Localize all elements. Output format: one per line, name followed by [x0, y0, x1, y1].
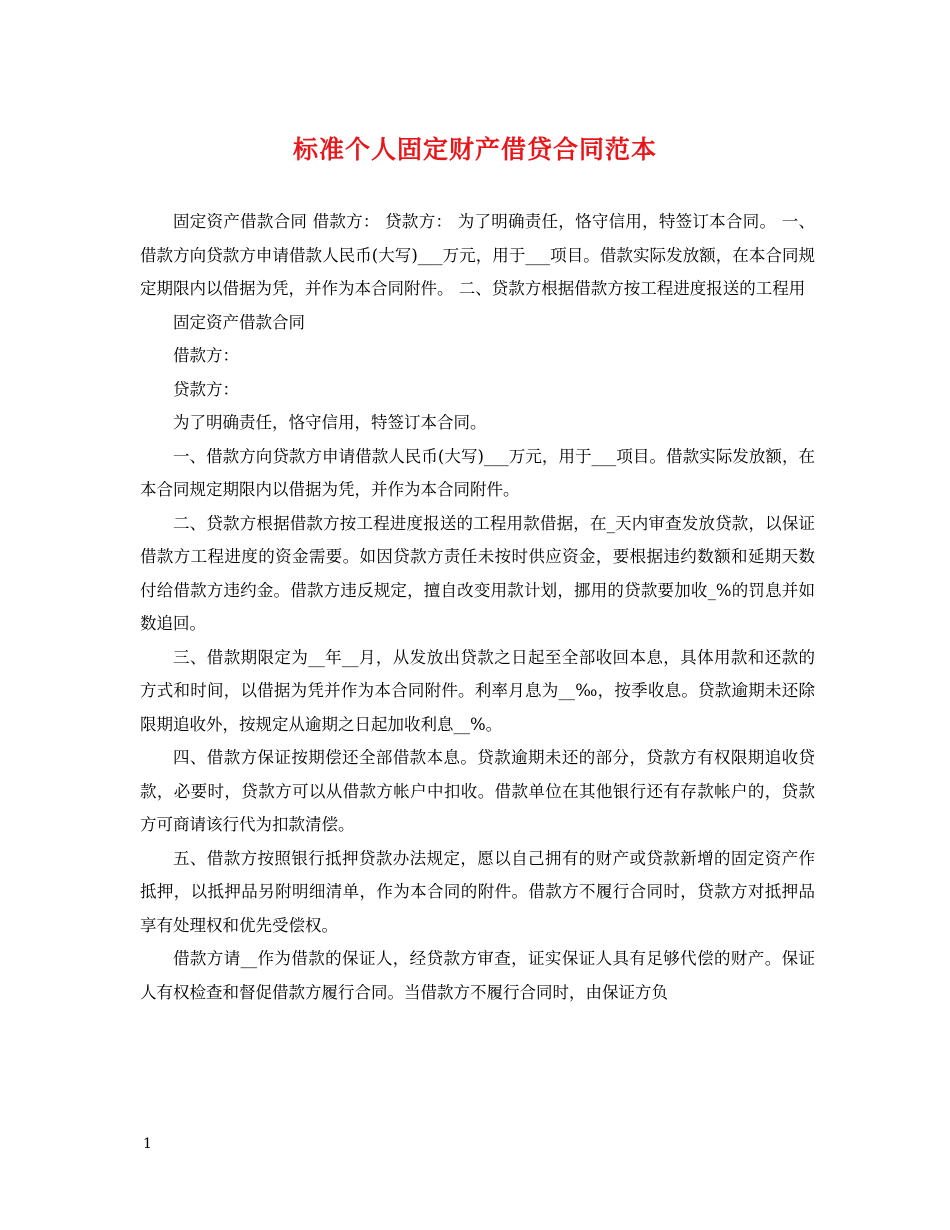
paragraph-clause-3: 三、借款期限定为__年__月，从发放出贷款之日起至全部收回本息，具体用款和还款的方式和时间，以借据为凭并作为本合同附件。利率月息为__‰，按季收息。贷款逾期未还除限期追收外，按规定从逾期之日起加收利息__%。 [140, 647, 815, 734]
paragraph-clause-2: 二、贷款方根据借款方按工程进度报送的工程用款借据，在_天内审查发放贷款，以保证借款方工程进度的资金需要。如因贷款方责任未按时供应资金，要根据违约数额和延期天数付给借款方违约金。借款方违反规定，擅自改变用款计划，挪用的贷款要加收_%的罚息并如数追回。 [140, 513, 815, 633]
paragraph-purpose: 为了明确责任，恪守信用，特签订本合同。 [173, 413, 487, 432]
document-body [140, 205, 815, 1009]
paragraph-clause-1: 一、借款方向贷款方申请借款人民币(大写)___万元，用于___项目。借款实际发放额，在本合同规定期限内以借据为凭，并作为本合同附件。 [140, 446, 815, 499]
paragraph-clause-5: 五、借款方按照银行抵押贷款办法规定，愿以自己拥有的财产或贷款新增的固定资产作抵押，以抵押品另附明细清单，作为本合同的附件。借款方不履行合同时，贷款方对抵押品享有处理权和优先受偿权。 [140, 848, 815, 935]
paragraph-borrower: 借款方： [173, 346, 239, 365]
page-number: 1 [143, 1136, 152, 1152]
paragraph-lender: 贷款方： [173, 379, 239, 399]
paragraph-contract-name: 固定资产借款合同 [173, 312, 305, 332]
paragraph-guarantor: 借款方请__作为借款的保证人，经贷款方审查，证实保证人具有足够代偿的财产。保证人有权检查和督促借款方履行合同。当借款方不履行合同时，由保证方负 [140, 949, 815, 1002]
document-title: 标准个人固定财产借贷合同范本 [292, 135, 657, 164]
paragraph-clause-4: 四、借款方保证按期偿还全部借款本息。贷款逾期未还的部分，贷款方有权限期追收贷款，必要时，贷款方可以从借款方帐户中扣收。借款单位在其他银行还有存款帐户的，贷款方可商请该行代为扣款清偿。 [140, 748, 815, 834]
paragraph-summary: 固定资产借款合同 借款方： 贷款方： 为了明确责任，恪守信用，特签订本合同。 一、借款方向贷款方申请借款人民币(大写)___万元，用于___项目。借款实际发放额，在本合同规定期限内以借据为凭，并作为本合同附件。 二、贷款方根据借款方按工程进度报送的工程用 [140, 212, 815, 298]
